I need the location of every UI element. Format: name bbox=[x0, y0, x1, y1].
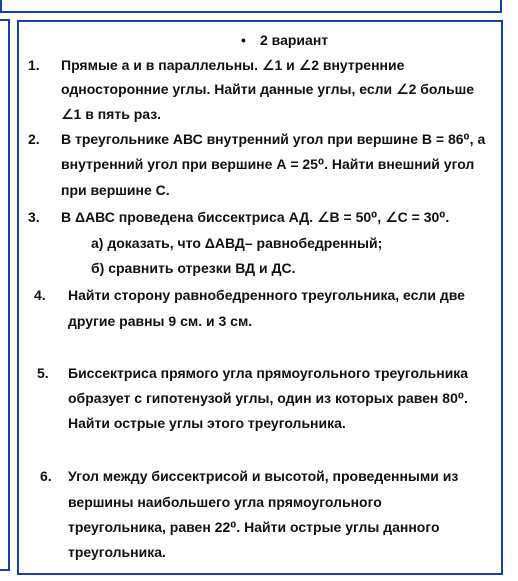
variant-title: 2 вариант bbox=[260, 32, 329, 48]
task-2-line-2: внутренний угол при вершине А = 25⁰. Найти внешний угол bbox=[61, 156, 475, 172]
task-3-line-3: б) сравнить отрезки ВД и ДС. bbox=[91, 260, 296, 276]
variant-bullet: • bbox=[241, 32, 246, 48]
task-2-line-3: при вершине С. bbox=[61, 182, 170, 198]
task-5-line-2: образует с гипотенузой углы, один из которых равен 80⁰. bbox=[68, 390, 468, 406]
task-1-line-3: ∠1 в пять раз. bbox=[61, 106, 162, 122]
task-1-number: 1. bbox=[28, 57, 40, 73]
task-5-number: 5. bbox=[37, 365, 49, 381]
task-3-line-1: В ΔАВС проведена биссектриса АД. ∠В = 50⁰, ∠С = 30⁰. bbox=[61, 209, 450, 225]
task-2-number: 2. bbox=[28, 131, 40, 147]
task-3-line-2: а) доказать, что ΔАВД– равнобедренный; bbox=[91, 235, 383, 251]
left-frame bbox=[0, 19, 10, 571]
header-fragment bbox=[8, 0, 51, 1]
task-4-number: 4. bbox=[34, 287, 46, 303]
task-6-line-4: треугольника. bbox=[68, 544, 166, 560]
task-6-line-2: вершины наибольшего угла прямоугольного bbox=[68, 494, 382, 510]
task-5-line-1: Биссектриса прямого угла прямоугольного треугольника bbox=[68, 365, 469, 381]
task-6-line-1: Угол между биссектрисой и высотой, проведенными из bbox=[68, 468, 459, 484]
task-5-line-3: Найти острые углы этого треугольника. bbox=[68, 415, 346, 431]
task-1-line-2: односторонние углы. Найти данные углы, если ∠2 больше bbox=[61, 81, 475, 97]
task-4-line-1: Найти сторону равнобедренного треугольника, если две bbox=[68, 287, 465, 303]
task-6-line-3: треугольника, равен 22⁰. Найти острые углы данного bbox=[68, 519, 440, 535]
task-4-line-2: другие равны 9 см. и 3 см. bbox=[68, 313, 253, 329]
task-3-number: 3. bbox=[28, 209, 40, 225]
top-frame bbox=[0, 0, 502, 13]
task-1-line-1: Прямые а и в параллельны. ∠1 и ∠2 внутренние bbox=[61, 57, 405, 73]
task-2-line-1: В треугольнике АВС внутренний угол при вершине В = 86⁰, а bbox=[61, 131, 486, 147]
task-6-number: 6. bbox=[40, 468, 52, 484]
